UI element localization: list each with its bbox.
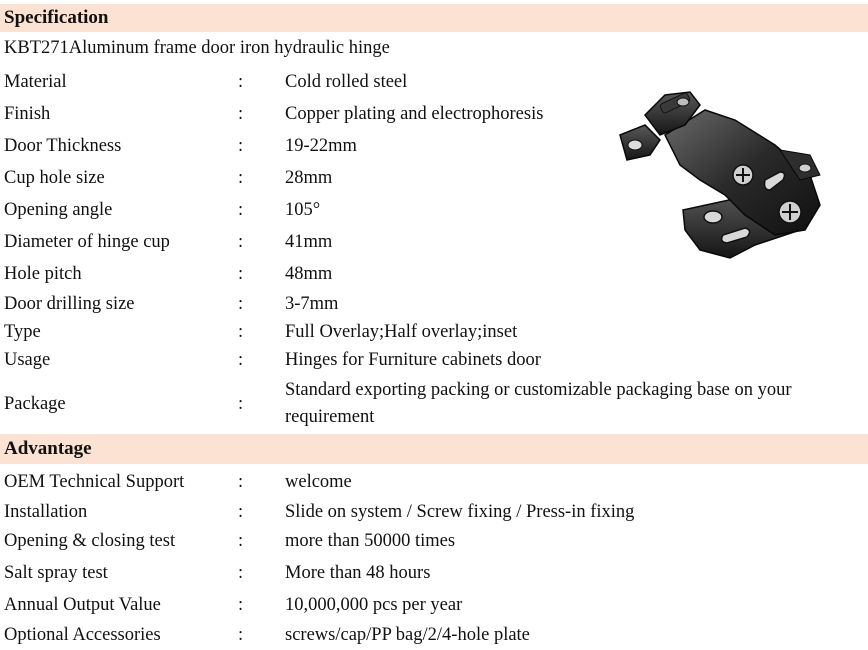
spec-colon: : bbox=[238, 393, 244, 414]
adv-colon: : bbox=[238, 530, 244, 551]
adv-colon: : bbox=[238, 624, 244, 645]
spec-colon: : bbox=[238, 103, 244, 124]
adv-value: more than 50000 times bbox=[285, 530, 456, 551]
product-title: KBT271Aluminum frame door iron hydraulic hinge bbox=[4, 38, 390, 58]
spec-colon: : bbox=[238, 349, 244, 370]
adv-row-salt-spray bbox=[0, 558, 868, 588]
adv-row-annual-output bbox=[0, 590, 868, 620]
spec-value: 19-22mm bbox=[285, 135, 357, 156]
adv-label: OEM Technical Support bbox=[4, 471, 185, 492]
spec-value: 48mm bbox=[285, 263, 333, 284]
adv-row-oem-support bbox=[0, 467, 868, 497]
adv-value: 10,000,000 pcs per year bbox=[285, 594, 463, 615]
advantage-heading-text: Advantage bbox=[4, 438, 92, 459]
adv-value: welcome bbox=[285, 471, 352, 492]
spec-label: Diameter of hinge cup bbox=[4, 231, 170, 252]
adv-colon: : bbox=[238, 594, 244, 615]
spec-colon: : bbox=[238, 293, 244, 314]
hinge-product-image bbox=[605, 80, 840, 270]
adv-label: Optional Accessories bbox=[4, 624, 161, 645]
spec-row-package bbox=[0, 376, 868, 432]
adv-label: Salt spray test bbox=[4, 562, 108, 583]
spec-colon: : bbox=[238, 199, 244, 220]
spec-label: Finish bbox=[4, 103, 51, 124]
spec-value: Cold rolled steel bbox=[285, 71, 408, 92]
spec-label: Material bbox=[4, 71, 67, 92]
adv-colon: : bbox=[238, 501, 244, 522]
adv-row-open-close-test bbox=[0, 526, 868, 556]
spec-value: 105° bbox=[285, 199, 321, 220]
adv-value: More than 48 hours bbox=[285, 562, 431, 583]
spec-colon: : bbox=[238, 135, 244, 156]
advantage-heading bbox=[0, 434, 868, 464]
spec-label: Door Thickness bbox=[4, 135, 122, 156]
spec-colon: : bbox=[238, 167, 244, 188]
spec-row-door-drilling-size bbox=[0, 289, 868, 319]
specification-heading-text: Specification bbox=[4, 7, 109, 28]
spec-colon: : bbox=[238, 263, 244, 284]
spec-value: Hinges for Furniture cabinets door bbox=[285, 349, 541, 370]
adv-label: Installation bbox=[4, 501, 88, 522]
adv-value: screws/cap/PP bag/2/4-hole plate bbox=[285, 624, 530, 645]
spec-label: Door drilling size bbox=[4, 293, 135, 314]
spec-value: 28mm bbox=[285, 167, 333, 188]
adv-label: Opening & closing test bbox=[4, 530, 176, 551]
adv-colon: : bbox=[238, 471, 244, 492]
specification-heading bbox=[0, 4, 868, 32]
adv-row-installation bbox=[0, 497, 868, 527]
spec-value: 41mm bbox=[285, 231, 333, 252]
spec-label: Package bbox=[4, 393, 66, 414]
spec-row-usage bbox=[0, 345, 868, 375]
spec-colon: : bbox=[238, 321, 244, 342]
spec-label: Opening angle bbox=[4, 199, 113, 220]
hinge-illustration bbox=[605, 80, 840, 270]
spec-row-type bbox=[0, 317, 868, 347]
spec-value: 3-7mm bbox=[285, 293, 339, 314]
spec-label: Type bbox=[4, 321, 41, 342]
spec-value: Standard exporting packing or customizable packaging base on your requirement bbox=[285, 380, 792, 427]
spec-colon: : bbox=[238, 231, 244, 252]
spec-value: Copper plating and electrophoresis bbox=[285, 103, 544, 124]
adv-value: Slide on system / Screw fixing / Press-in fixing bbox=[285, 501, 635, 522]
spec-label: Hole pitch bbox=[4, 263, 82, 284]
spec-label: Usage bbox=[4, 349, 51, 370]
spec-label: Cup hole size bbox=[4, 167, 105, 188]
adv-colon: : bbox=[238, 562, 244, 583]
spec-value: Full Overlay;Half overlay;inset bbox=[285, 321, 518, 342]
adv-row-optional-accessories bbox=[0, 620, 868, 650]
adv-label: Annual Output Value bbox=[4, 594, 161, 615]
spec-colon: : bbox=[238, 71, 244, 92]
